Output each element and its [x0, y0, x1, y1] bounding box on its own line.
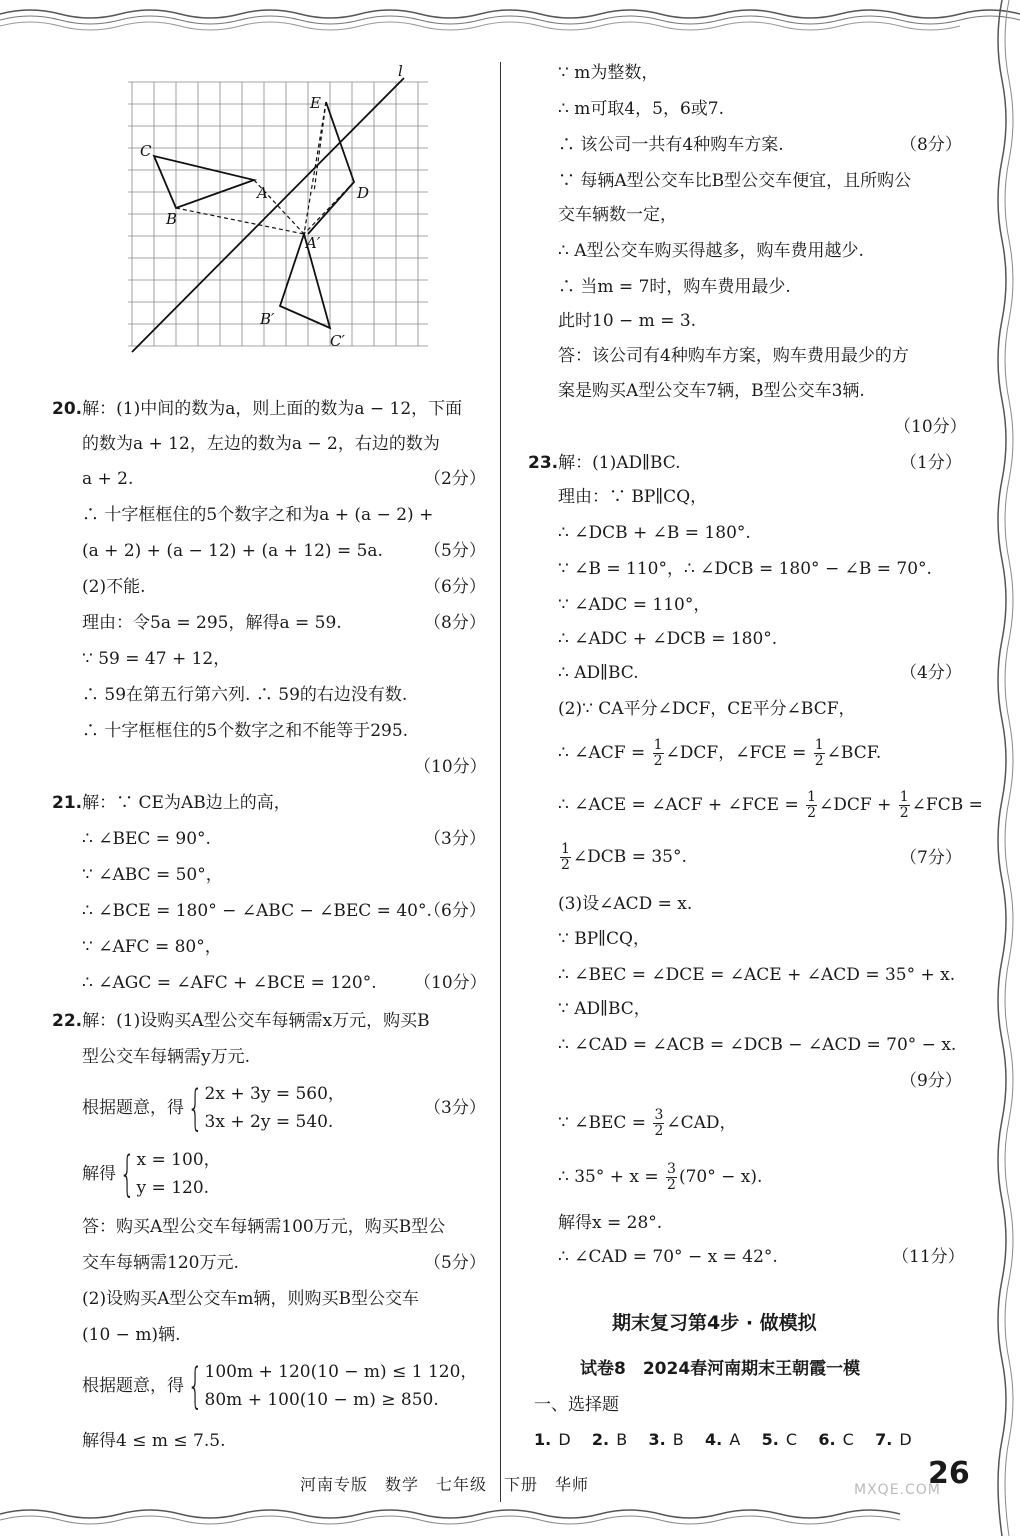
q22-eq-1: 2x + 3y = 560， [204, 1084, 345, 1104]
q23-line-17: ∵ ∠BEC = $\frac{3}{2}$ ∠CAD， [558, 1107, 737, 1139]
q20-line-10: ∴ 十字框框住的5个数字之和不能等于295. [82, 721, 409, 741]
q23-line-7: ∴ AD∥BC. [558, 663, 639, 683]
q22-score-8: （8分） [900, 135, 962, 155]
q22-cont-8: 此时10 − m = 3. [558, 311, 697, 331]
q22-cont-5: 交车辆数一定， [558, 205, 677, 225]
right-decorative-border [988, 0, 1020, 1536]
q23-number: 23. [528, 453, 559, 473]
q23-score-11: （11分） [892, 1247, 965, 1267]
part-heading-choice: 一、选择题 [534, 1395, 619, 1415]
q22-line-6: 交车每辆需120万元. [82, 1253, 239, 1273]
q23-line-12: (3)设∠ACD = x. [558, 894, 693, 914]
label-c: C [140, 142, 152, 160]
q20-line-5: (a + 2) + (a − 12) + (a + 12) = 5a. [82, 541, 383, 561]
q22-score-10: （10分） [894, 417, 967, 437]
q20-score-5: （5分） [424, 541, 486, 561]
label-d: D [357, 184, 370, 202]
q20-line-4: ∴ 十字框框住的5个数字之和为a + (a − 2) + [82, 505, 434, 525]
q22-inequality-system: 根据题意，得{100m + 120(10 − m) ≤ 1 120， 80m + 100(10 − m) ≥ 850. [82, 1358, 478, 1414]
q22-cont-7: ∴ 当m = 7时，购车费用最少. [558, 277, 791, 297]
geometry-grid-figure [128, 62, 438, 362]
watermark: MXQE.COM [854, 1482, 941, 1498]
q22-eq-2: 3x + 2y = 540. [204, 1112, 334, 1132]
paper-subtitle: 试卷8 2024春河南期末王朝霞一模 [580, 1359, 861, 1379]
q23-score-9: （9分） [900, 1071, 962, 1091]
q22-line-5: 答：购买A型公交车每辆需100万元，购买B型公 [82, 1217, 446, 1237]
q22-line-1: 22.解：(1)设购买A型公交车每辆需x万元，购买B [52, 1011, 430, 1031]
q22-ineq-2: 80m + 100(10 − m) ≥ 850. [204, 1390, 439, 1410]
q22-score-6: （5分） [424, 1253, 486, 1273]
q23-line-8: (2)∵ CA平分∠DCF，CE平分∠BCF， [558, 699, 856, 719]
q23-line-6: ∴ ∠ADC + ∠DCB = 180°. [558, 629, 778, 649]
q22-line-2: 型公交车每辆需y万元. [82, 1047, 251, 1067]
q20-score-6: （6分） [424, 577, 486, 597]
q23-score-7: （7分） [900, 848, 962, 868]
q20-line-8: ∵ 59 = 47 + 12， [82, 649, 231, 669]
q23-line-9: ∴ ∠ACF = $\frac{1}{2}$ ∠DCF，∠FCE = $\frac{1}{2}$ ∠BCF. [558, 737, 882, 769]
q22-cont-1: ∵ m为整数， [558, 63, 659, 83]
q23-line-16: ∴ ∠CAD = ∠ACB = ∠DCB − ∠ACD = 70° − x. [558, 1035, 957, 1055]
q21-line-6: ∴ ∠AGC = ∠AFC + ∠BCE = 120°. [82, 973, 377, 993]
q22-line-10: 解得4 ≤ m ≤ 7.5. [82, 1431, 226, 1451]
bottom-decorative-border [0, 1500, 1020, 1534]
q22-number: 22. [52, 1011, 83, 1031]
q22-cont-3: ∴ 该公司一共有4种购车方案. [558, 135, 784, 155]
q23-line-19: 解得x = 28°. [558, 1213, 663, 1233]
q23-line-10: ∴ ∠ACE = ∠ACF + ∠FCE = $\frac{1}{2}$ ∠DCF + $\frac{1}{2}$ ∠FCB = [558, 789, 983, 821]
q21-score-2: （3分） [424, 829, 486, 849]
q20-line-1: 20.解：(1)中间的数为a，则上面的数为a − 12，下面 [52, 399, 463, 419]
label-c-prime: C′ [330, 332, 345, 350]
label-l: l [398, 62, 403, 80]
label-a-prime: A′ [306, 234, 321, 252]
q23-line-14: ∴ ∠BEC = ∠DCE = ∠ACE + ∠ACD = 35° + x. [558, 965, 956, 985]
q21-score-6: （10分） [414, 973, 487, 993]
q22-cont-2: ∴ m可取4，5，6或7. [558, 99, 725, 119]
q21-line-3: ∵ ∠ABC = 50°， [82, 865, 223, 885]
q23-line-11: $\frac{1}{2}$ ∠DCB = 35°. [561, 841, 687, 873]
q20-score-10: （10分） [414, 757, 487, 777]
q20-line-3: a + 2. [82, 469, 134, 489]
q23-line-4: ∵ ∠B = 110°，∴ ∠DCB = 180° − ∠B = 70°. [558, 559, 932, 579]
q23-score-1: （1分） [900, 453, 962, 473]
choice-answers: 1. D 2. B 3. B 4. A 5. C 6. C 7. D [534, 1430, 912, 1449]
q20-score-7: （8分） [424, 613, 486, 633]
q20-line-7: 理由：令5a = 295，解得a = 59. [82, 613, 342, 633]
q23-line-3: ∴ ∠DCB + ∠B = 180°. [558, 523, 751, 543]
column-divider [500, 62, 501, 1502]
q21-line-4: ∴ ∠BCE = 180° − ∠ABC − ∠BEC = 40°. [82, 901, 432, 921]
q22-system-1: 根据题意，得{2x + 3y = 560， 3x + 2y = 540. [82, 1080, 345, 1136]
section-title: 期末复习第4步 · 做模拟 [612, 1312, 817, 1334]
q22-sol-2: y = 120. [136, 1178, 210, 1198]
q23-line-20: ∴ ∠CAD = 70° − x = 42°. [558, 1247, 778, 1267]
q22-score-3: （3分） [424, 1098, 486, 1118]
q21-line-2: ∴ ∠BEC = 90°. [82, 829, 211, 849]
q20-line-2: 的数为a + 12，左边的数为a − 2，右边的数为 [82, 434, 440, 454]
q20-line-9: ∴ 59在第五行第六列. ∴ 59的右边没有数. [82, 685, 408, 705]
q23-score-4: （4分） [900, 663, 962, 683]
label-b: B [166, 210, 178, 228]
page-number: 26 [928, 1456, 970, 1491]
q22-cont-9: 答：该公司有4种购车方案，购车费用最少的方 [558, 346, 909, 366]
q21-number: 21. [52, 793, 83, 813]
q21-score-4: （6分） [424, 901, 486, 921]
label-e: E [310, 94, 321, 112]
q23-line-5: ∵ ∠ADC = 110°， [558, 595, 711, 615]
q20-score-3: （2分） [424, 469, 486, 489]
q23-line-15: ∵ AD∥BC， [558, 999, 651, 1019]
q22-cont-4: ∵ 每辆A型公交车比B型公交车便宜，且所购公 [558, 171, 912, 191]
q22-line-7: (2)设购买A型公交车m辆，则购买B型公交车 [82, 1289, 419, 1309]
q22-solution: 解得{x = 100， y = 120. [82, 1146, 221, 1202]
q22-cont-10: 案是购买A型公交车7辆，B型公交车3辆. [558, 381, 865, 401]
q23-line-18: ∴ 35° + x = $\frac{3}{2}$ (70° − x). [558, 1161, 763, 1193]
page-footer: 河南专版 数学 七年级 下册 华师 [300, 1475, 590, 1494]
q21-line-1: 21.解：∵ CE为AB边上的高， [52, 793, 291, 813]
top-decorative-border [0, 0, 1020, 34]
q21-line-5: ∵ ∠AFC = 80°， [82, 937, 222, 957]
label-a: A [257, 184, 268, 202]
q20-line-6: (2)不能. [82, 577, 146, 597]
q23-line-2: 理由：∵ BP∥CQ， [558, 487, 708, 507]
q20-number: 20. [52, 399, 83, 419]
triangle-abc [154, 156, 254, 208]
q22-sol-1: x = 100， [136, 1150, 221, 1170]
label-b-prime: B′ [260, 310, 275, 328]
q22-ineq-1: 100m + 120(10 − m) ≤ 1 120， [204, 1362, 478, 1382]
q23-line-13: ∵ BP∥CQ， [558, 929, 650, 949]
q23-line-1: 23.解：(1)AD∥BC. [528, 453, 681, 473]
q22-line-8: (10 − m)辆. [82, 1325, 181, 1345]
q22-cont-6: ∴ A型公交车购买得越多，购车费用越少. [558, 241, 864, 261]
triangle-a2b2c2 [280, 234, 330, 328]
